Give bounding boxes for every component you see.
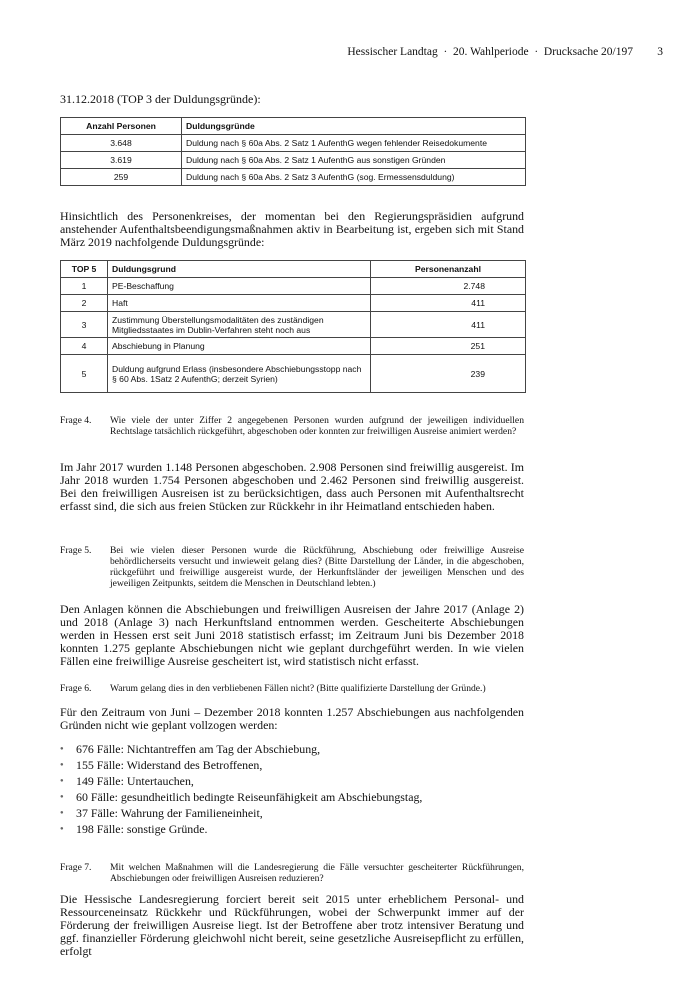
reasons-list	[60, 741, 422, 837]
list-item: ● 198 Fälle: sonstige Gründe.	[60, 821, 422, 837]
frage-label: Frage 6.	[60, 683, 92, 694]
cell-top: 1	[61, 278, 108, 295]
list-item: ● 676 Fälle: Nichtantreffen am Tag der Abschiebung,	[60, 741, 422, 757]
paragraph-antwort-4: Im Jahr 2017 wurden 1.148 Personen abgeschoben. 2.908 Personen sind freiwillig ausgereist. Im Jahr 2018 wurden 1.754 Personen abgeschoben und 2.462 Personen sind freiwillig ausgereist. Bei den freiwilligen Ausreisen ist zu berücksichtigen, dass auch Personen mit Aufenthaltsrecht erfasst sind, die sich aus freien Stücken zur Rückkehr in ihr Heimatland entschieden haben.	[60, 460, 524, 513]
frage-7	[60, 862, 524, 884]
col-header: Personenanzahl	[371, 261, 526, 278]
cell-grund: Zustimmung Überstellungsmodalitäten des zuständigen Mitgliedsstaates im Dublin-Verfahren steht noch aus	[108, 312, 371, 338]
paragraph-antwort-5: Den Anlagen können die Abschiebungen und freiwilligen Ausreisen der Jahre 2017 (Anlage 2) und 2018 (Anlage 3) nach Herkunftsland entnommen werden. Gescheiterte Abschiebungen werden in Hessen erst seit Juni 2018 statistisch erfasst; im Zeitraum Juni bis Dezember 2018 konnten 1.275 geplante Abschiebungen nicht wie geplant durchgeführt werden. In wie vielen Fällen eine freiwillige Ausreise gescheitert ist, wird statistisch nicht erfasst.	[60, 602, 524, 668]
table-header-row	[61, 118, 526, 135]
cell-anzahl: 251	[371, 338, 526, 355]
cell-reason: Duldung nach § 60a Abs. 2 Satz 1 AufenthG aus sonstigen Gründen	[182, 152, 526, 169]
table-row	[61, 312, 526, 338]
frage-label: Frage 5.	[60, 545, 92, 556]
frage-6	[60, 683, 524, 694]
table-row	[61, 278, 526, 295]
cell-grund: Duldung aufgrund Erlass (insbesondere Abschiebungsstopp nach § 60 Abs. 1Satz 2 AufenthG; derzeit Syrien)	[108, 355, 371, 393]
page-number: 3	[657, 46, 663, 58]
table-row	[61, 338, 526, 355]
intro-line: 31.12.2018 (TOP 3 der Duldungsgründe):	[60, 92, 261, 106]
frage-5	[60, 545, 524, 589]
frage-label: Frage 7.	[60, 862, 92, 873]
table-top5-duldungsgrund	[60, 260, 526, 393]
frage-text: Wie viele der unter Ziffer 2 angegebenen Personen wurden aufgrund der jeweiligen individuellen Rechtslage tatsächlich rückgeführt, abgeschoben oder konnten zur freiwilligen Ausreise animiert werden?	[110, 415, 524, 437]
cell-anzahl: 239	[371, 355, 526, 393]
table-row	[61, 135, 526, 152]
cell-count: 259	[61, 169, 182, 186]
cell-reason: Duldung nach § 60a Abs. 2 Satz 1 AufenthG wegen fehlender Reisedokumente	[182, 135, 526, 152]
paragraph-antwort-6: Für den Zeitraum von Juni – Dezember 2018 konnten 1.257 Abschiebungen aus nachfolgenden Gründen nicht wie geplant vollzogen werden:	[60, 705, 524, 732]
cell-top: 3	[61, 312, 108, 338]
table-row	[61, 355, 526, 393]
col-header: Anzahl Personen	[61, 118, 182, 135]
table-row	[61, 152, 526, 169]
cell-top: 2	[61, 295, 108, 312]
col-header: TOP 5	[61, 261, 108, 278]
cell-reason: Duldung nach § 60a Abs. 2 Satz 3 AufenthG (sog. Ermessensduldung)	[182, 169, 526, 186]
frage-text: Warum gelang dies in den verbliebenen Fällen nicht? (Bitte qualifizierte Darstellung der Gründe.)	[110, 683, 486, 694]
cell-anzahl: 411	[371, 312, 526, 338]
frage-label: Frage 4.	[60, 415, 92, 426]
table-row	[61, 295, 526, 312]
table-header-row	[61, 261, 526, 278]
cell-anzahl: 411	[371, 295, 526, 312]
cell-grund: Abschiebung in Planung	[108, 338, 371, 355]
frage-text: Mit welchen Maßnahmen will die Landesregierung die Fälle versuchter gescheiterter Rückführungen, Abschiebungen oder freiwilligen Ausreisen reduzieren?	[110, 862, 524, 884]
frage-text: Bei wie vielen dieser Personen wurde die Rückführung, Abschiebung oder freiwillige Ausreise behördlicherseits versucht und inwieweit gelang dies? (Bitte Darstellung der Länder, in die abgeschoben, rückgeführt und freiwillige ausgereist wurde, der Herkunftsländer der jeweiligen Menschen und des jeweiligen Zeitpunkts, seitdem die Menschen in Deutschland lebten.)	[110, 545, 524, 589]
list-item: ● 60 Fälle: gesundheitlich bedingte Reiseunfähigkeit am Abschiebungstag,	[60, 789, 422, 805]
paragraph-antwort-7: Die Hessische Landesregierung forciert bereit seit 2015 unter erheblichem Personal- und Ressourceneinsatz Rückkehr und Rückführungen, wobei der Schwerpunkt immer auf der Förderung der freiwilligen Ausreise liegt. Ist der Betroffene aber trotz intensiver Beratung und ggf. finanzieller Förderung gleichwohl nicht bereit, seine gesetzliche Ausreisepflicht zu erfüllen, erfolgt	[60, 892, 524, 958]
header-text: Hessischer Landtag · 20. Wahlperiode · Drucksache 20/197	[347, 46, 633, 58]
table-row	[61, 169, 526, 186]
frage-4	[60, 415, 524, 437]
list-item: ● 149 Fälle: Untertauchen,	[60, 773, 422, 789]
cell-top: 4	[61, 338, 108, 355]
cell-count: 3.648	[61, 135, 182, 152]
cell-grund: PE-Beschaffung	[108, 278, 371, 295]
list-item: ● 37 Fälle: Wahrung der Familieneinheit,	[60, 805, 422, 821]
paragraph-personenkreis: Hinsichtlich des Personenkreises, der momentan bei den Regierungspräsidien aufgrund anstehender Aufenthaltsbeendigungsmaßnahmen aktiv in Bearbeitung ist, ergeben sich mit Stand März 2019 nachfolgende Duldungsgründe:	[60, 209, 524, 249]
col-header: Duldungsgründe	[182, 118, 526, 135]
cell-grund: Haft	[108, 295, 371, 312]
table-duldungsgruende-2018	[60, 117, 526, 186]
cell-anzahl: 2.748	[371, 278, 526, 295]
cell-top: 5	[61, 355, 108, 393]
col-header: Duldungsgrund	[108, 261, 371, 278]
list-item: ● 155 Fälle: Widerstand des Betroffenen,	[60, 757, 422, 773]
running-header	[60, 46, 663, 62]
cell-count: 3.619	[61, 152, 182, 169]
